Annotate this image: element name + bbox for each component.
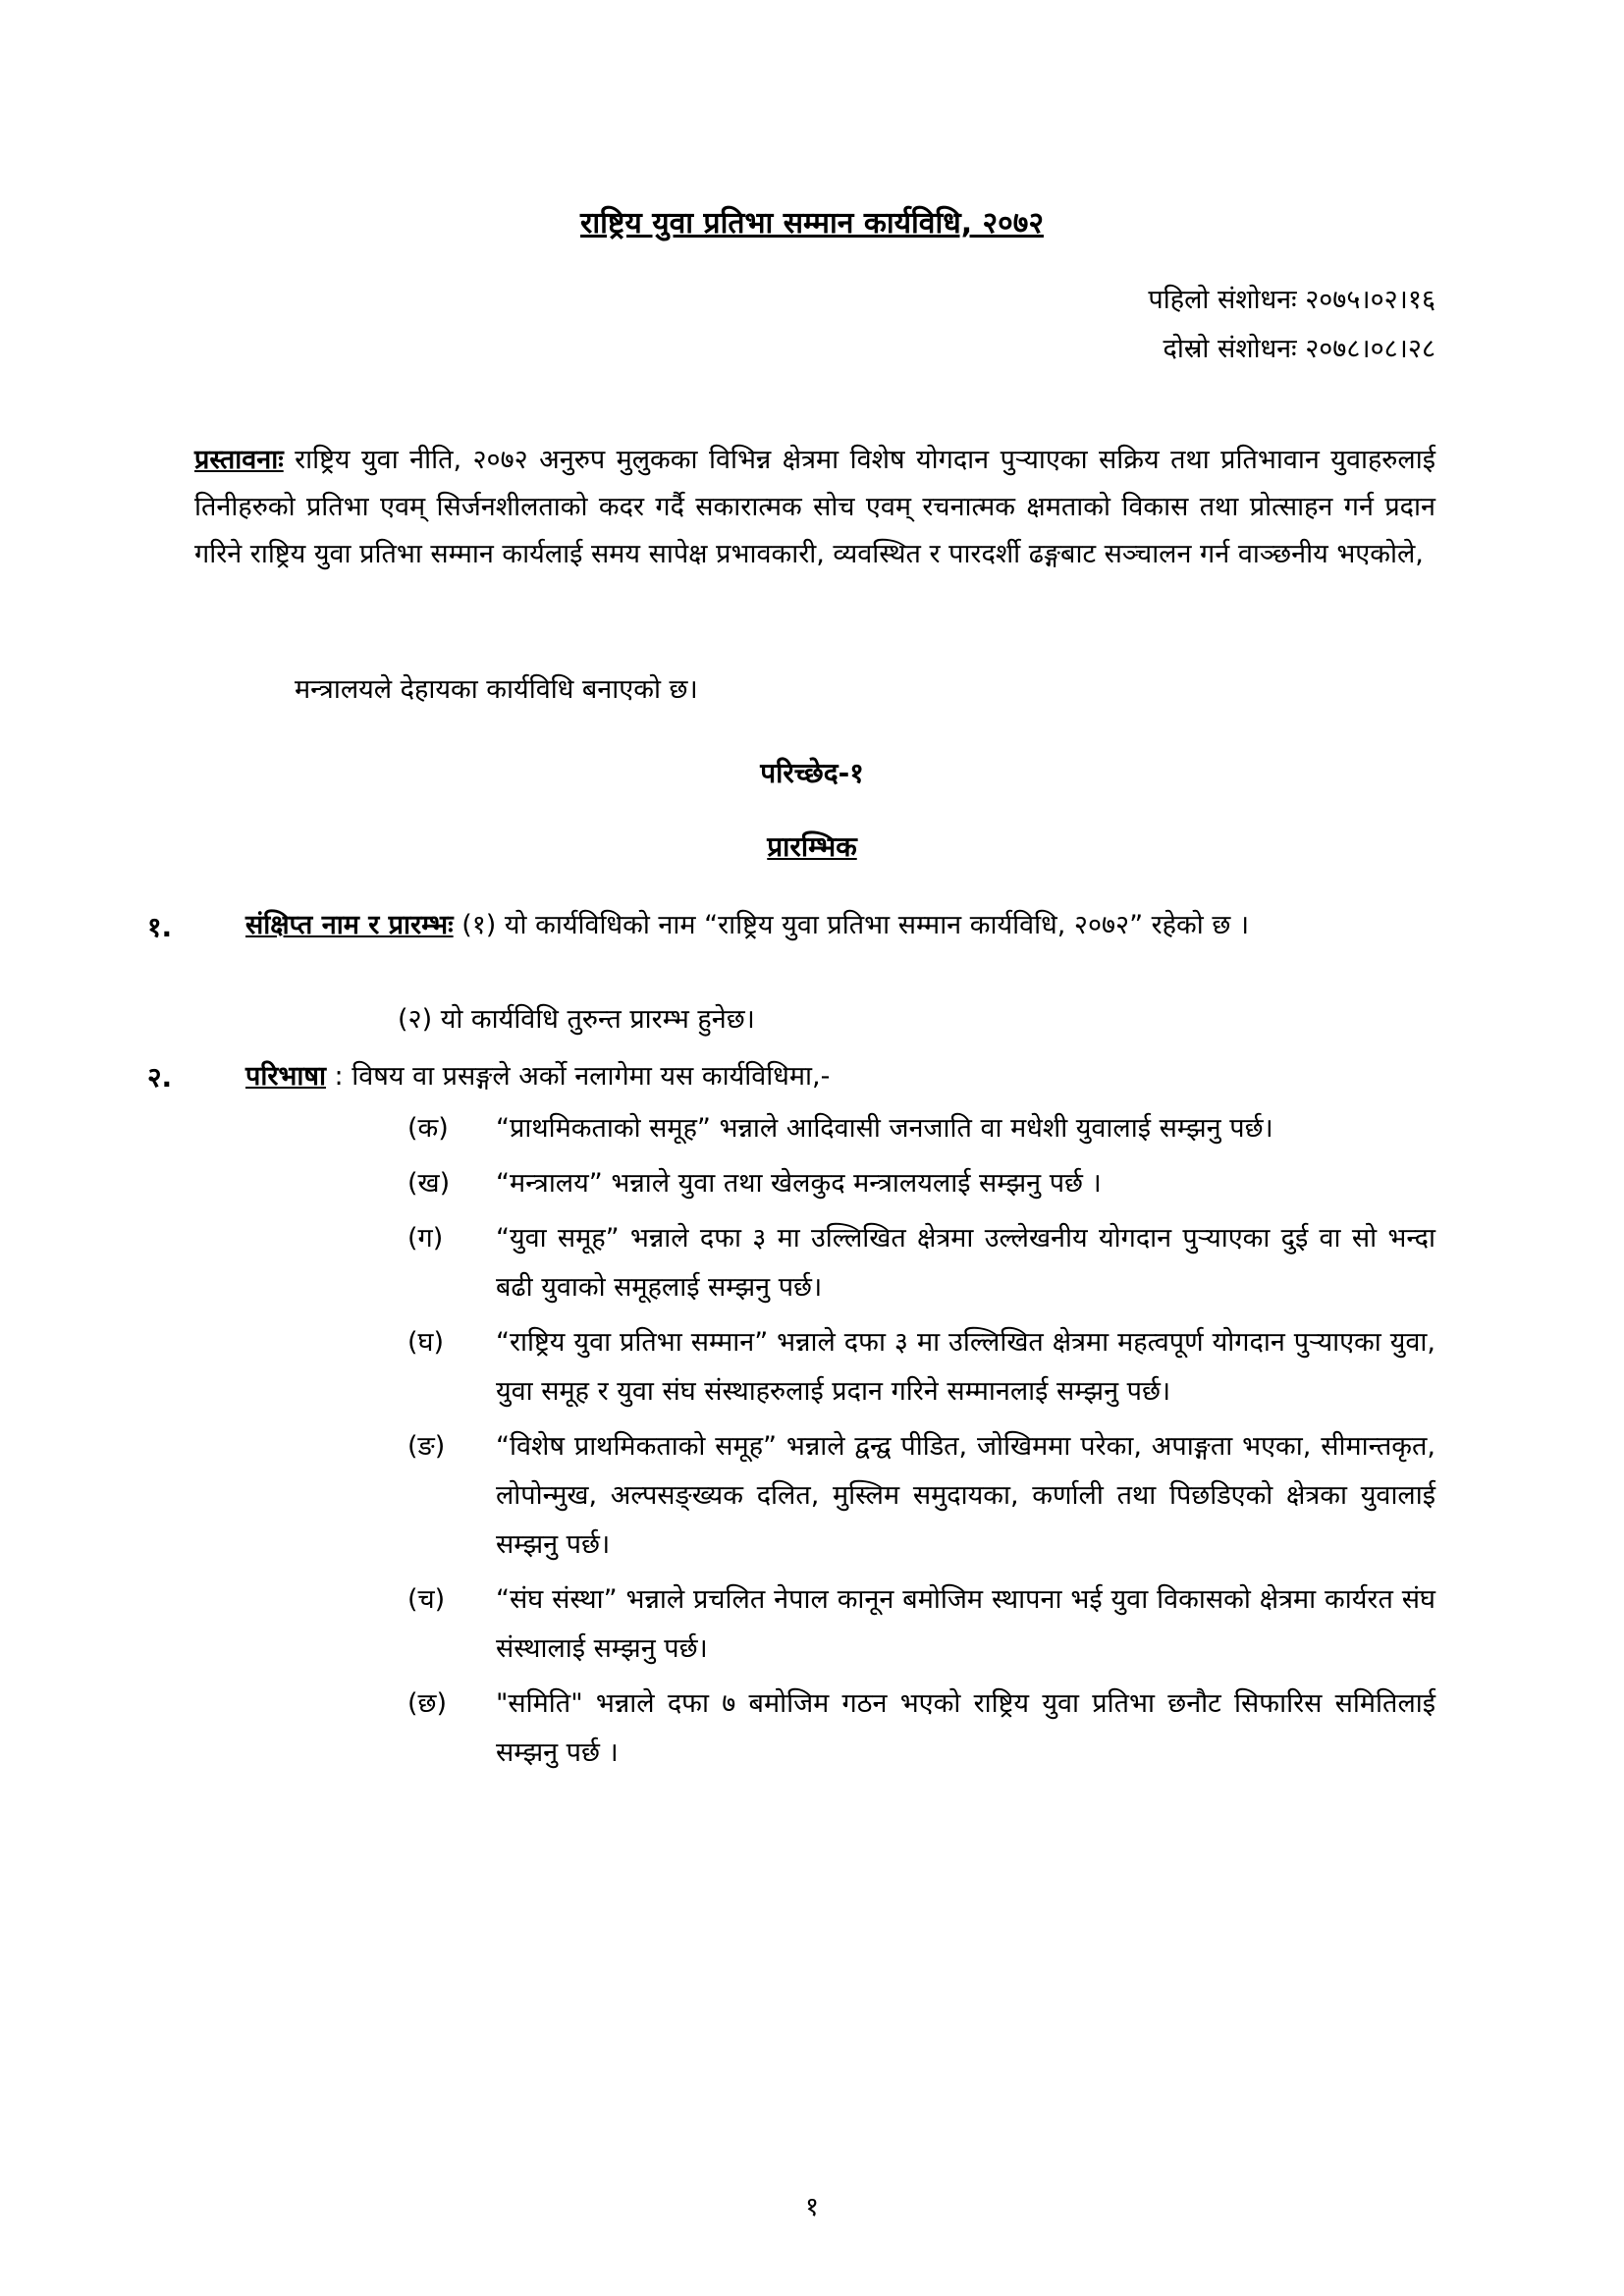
definition-marker: (क) [407,1113,449,1144]
definition-text: "समिति" भन्नाले दफा ७ बमोजिम गठन भएको राष्ट्रिय युवा प्रतिभा छनौट सिफारिस समितिलाई सम्झनु पर्छ । [496,1688,1435,1768]
decree-statement: मन्त्रालयले देहायका कार्यविधि बनाएको छ। [295,674,698,705]
section-1-subclause-2: (२) यो कार्यविधि तुरुन्त प्रारम्भ हुनेछ। [398,1004,755,1035]
page-number: १ [804,2192,820,2222]
section-1-text: (१) यो कार्यविधिको नाम “राष्ट्रिय युवा प्रतिभा सम्मान कार्यविधि, २०७२” रहेको छ । [453,910,1250,940]
section-1-title: संक्षिप्त नाम र प्रारम्भः [245,910,454,940]
definition-text: “राष्ट्रिय युवा प्रतिभा सम्मान” भन्नाले दफा ३ मा उल्लिखित क्षेत्रमा महत्वपूर्ण योगदान पुऱ्याएका युवा, युवा समूह र युवा संघ संस्थाहरुलाई प्रदान गरिने सम्मानलाई सम्झनु पर्छ। [496,1327,1435,1407]
definition-item [407,1575,1435,1674]
document-title: राष्ट्रिय युवा प्रतिभा सम्मान कार्यविधि, २०७२ [580,206,1044,240]
definition-marker: (च) [407,1584,446,1615]
section-2-body [245,1052,1435,1101]
section-1-number: १. [147,911,173,943]
preamble-text: राष्ट्रिय युवा नीति, २०७२ अनुरुप मुलुकका विभिन्न क्षेत्रमा विशेष योगदान पुऱ्याएका सक्रिय तथा प्रतिभावान युवाहरुलाई तिनीहरुको प्रतिभा एवम् सिर्जनशीलताको कदर गर्दै सकारात्मक सोच एवम् रचनात्मक क्षमताको विकास तथा प्रोत्साहन गर्न प्रदान गरिने राष्ट्रिय युवा प्रतिभा सम्मान कार्यलाई समय सापेक्ष प्रभावकारी, व्यवस्थित र पारदर्शी ढङ्गबाट सञ्चालन गर्न वाञ्छनीय भएकोले, [194,445,1435,569]
definition-item [407,1422,1435,1570]
definition-text: “विशेष प्राथमिकताको समूह” भन्नाले द्वन्द्व पीडित, जोखिममा परेका, अपाङ्गता भएका, सीमान्तकृत, लोपोन्मुख, अल्पसङ्ख्यक दलित, मुस्लिम समुदायका, कर्णाली तथा पिछडिएको क्षेत्रका युवालाई सम्झनु पर्छ। [496,1431,1435,1560]
definition-item [407,1680,1435,1778]
definition-text: “युवा समूह” भन्नाले दफा ३ मा उल्लिखित क्षेत्रमा उल्लेखनीय योगदान पुऱ्याएका दुई वा सो भन्दा बढी युवाको समूहलाई सम्झनु पर्छ। [496,1223,1435,1303]
definition-text: “मन्त्रालय” भन्नाले युवा तथा खेलकुद मन्त्रालयलाई सम्झनु पर्छ । [496,1168,1102,1199]
definition-marker: (ख) [407,1168,451,1199]
definition-text: “प्राथमिकताको समूह” भन्नाले आदिवासी जनजाति वा मधेशी युवालाई सम्झनु पर्छ। [496,1113,1273,1144]
second-amendment-date: दोस्रो संशोधनः २०७८।०८।२८ [1163,334,1435,364]
preamble [194,437,1435,578]
section-1-body [245,901,1435,950]
definition-item [407,1159,1435,1208]
section-2-number: २. [147,1061,173,1094]
definition-item [407,1214,1435,1312]
definitions-list [407,1104,1435,1784]
chapter-heading: परिच्छेद-१ [760,757,864,789]
definition-item [407,1318,1435,1416]
definition-marker: (ङ) [407,1431,446,1462]
preamble-label: प्रस्तावनाः [194,445,284,475]
definition-marker: (छ) [407,1688,447,1719]
section-2-text: : विषय वा प्रसङ्गले अर्को नलागेमा यस कार्यविधिमा,- [325,1061,831,1092]
definition-marker: (घ) [407,1327,445,1358]
section-2-title: परिभाषा [245,1061,326,1092]
first-amendment-date: पहिलो संशोधनः २०७५।०२।१६ [1148,285,1435,315]
definition-marker: (ग) [407,1223,444,1254]
chapter-title: प्रारम्भिक [767,830,857,863]
definition-item [407,1104,1435,1153]
definition-text: “संघ संस्था” भन्नाले प्रचलित नेपाल कानून बमोजिम स्थापना भई युवा विकासको क्षेत्रमा कार्यरत संघ संस्थालाई सम्झनु पर्छ। [496,1584,1435,1664]
